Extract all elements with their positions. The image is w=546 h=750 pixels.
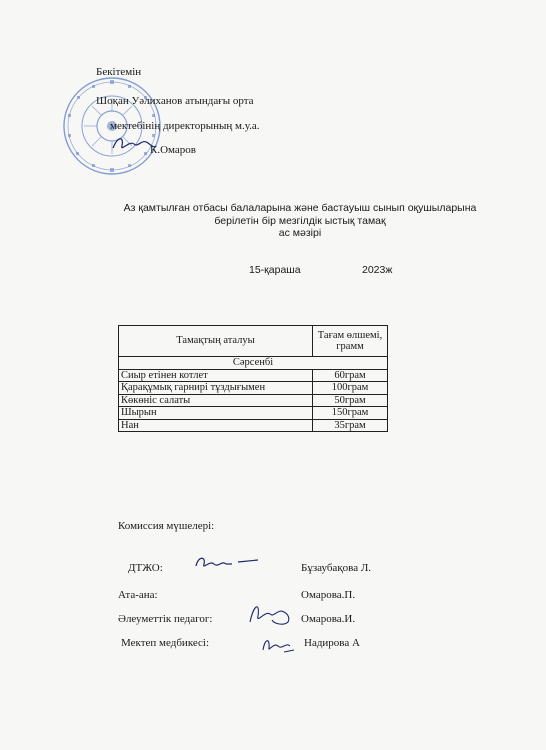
member-role: Мектеп медбикесі: (121, 637, 210, 649)
signature-icon (192, 552, 262, 574)
table-header-row (119, 326, 388, 357)
dish-name: Көкөніс салаты (119, 394, 313, 407)
member-name: Бұзаубақова Л. (301, 562, 372, 574)
dish-portion: 60грам (313, 369, 388, 382)
signature-icon (244, 600, 294, 628)
table-row (119, 382, 388, 395)
approval-director-line: мектебінің директорының м.у.а. (110, 120, 260, 132)
member-name: Омарова.П. (301, 589, 356, 601)
title-line-2: берілетін бір мезгілдік ыстық тамақ (214, 214, 386, 227)
day-cell: Сәрсенбі (119, 357, 388, 370)
header-dish-name: Тамақтың аталуы (119, 326, 313, 357)
approval-school-line: Шоқан Уәлиханов атындағы орта (96, 95, 254, 107)
director-signature-icon (110, 134, 158, 154)
table-row (119, 369, 388, 382)
header-portion (313, 326, 388, 357)
table-row (119, 407, 388, 420)
member-role: ДТЖО: (128, 562, 163, 574)
dish-portion: 150грам (313, 407, 388, 420)
document-title (100, 202, 500, 240)
commission-heading: Комиссия мүшелері: (118, 520, 215, 532)
member-role: Ата-ана: (118, 589, 158, 601)
dish-name: Нан (119, 419, 313, 432)
date-day: 15-қараша (249, 264, 301, 276)
date-year: 2023ж (362, 264, 393, 276)
table-row (119, 419, 388, 432)
day-row (119, 357, 388, 370)
title-line-3: ас мәзірі (278, 227, 322, 239)
member-role: Әлеуметтік педагог: (118, 613, 213, 625)
table-row (119, 394, 388, 407)
menu-table (118, 325, 388, 432)
approval-signer: К.Омаров (150, 144, 196, 156)
approval-heading: Бекітемін (96, 66, 142, 78)
member-name: Надирова А (304, 637, 360, 649)
dish-name: Қарақұмық гарнирі тұздығымен (119, 382, 313, 395)
dish-portion: 100грам (313, 382, 388, 395)
dish-name: Шырын (119, 407, 313, 420)
member-name: Омарова.И. (301, 613, 356, 625)
title-line-1: Аз қамтылған отбасы балаларына және бастауыш сынып оқушыларына (123, 202, 477, 214)
header-portion-line-1: Тағам өлшемі, (317, 329, 383, 341)
dish-name: Сиыр етінен котлет (119, 369, 313, 382)
signature-icon (260, 634, 296, 656)
dish-portion: 50грам (313, 394, 388, 407)
header-portion-line-2: грамм (336, 341, 364, 352)
dish-portion: 35грам (313, 419, 388, 432)
